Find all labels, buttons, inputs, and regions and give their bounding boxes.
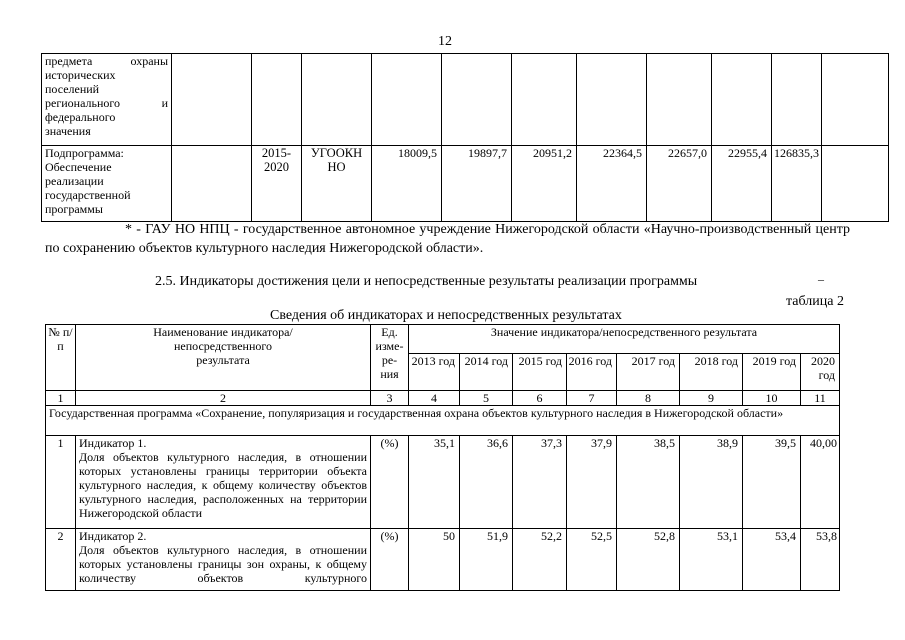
year-header: 2013 год <box>409 354 460 391</box>
header-no: № п/п <box>46 325 76 391</box>
name-line: реализации <box>45 174 104 188</box>
name-line: государственной <box>45 188 131 202</box>
executor-cell: УГООКН НО <box>302 146 372 222</box>
value-cell: 53,8 <box>801 529 840 591</box>
value-cell: 52,8 <box>617 529 680 591</box>
value-cell: 22657,0 <box>647 146 712 222</box>
indicator-title: Индикатор 1. <box>79 436 147 450</box>
column-number: 10 <box>743 391 801 406</box>
year-header: 2019 год <box>743 354 801 391</box>
value-cell: 50 <box>409 529 460 591</box>
value-cell: 20951,2 <box>512 146 577 222</box>
name-line: регионального и <box>45 96 168 110</box>
header-unit: Ед. изме-ре-ния <box>371 325 409 391</box>
budget-table-continuation <box>41 53 889 222</box>
indicator-table <box>45 324 840 591</box>
value-cell: 38,5 <box>617 436 680 529</box>
column-number: 6 <box>513 391 567 406</box>
name-line: предмета охраны <box>45 54 168 68</box>
row-number: 2 <box>46 529 76 591</box>
column-number: 2 <box>76 391 371 406</box>
value-cell: 22364,5 <box>577 146 647 222</box>
indicator-name-cell <box>76 529 371 591</box>
value-cell: 51,9 <box>460 529 513 591</box>
year-header: 2016 год <box>567 354 617 391</box>
value-cell: 36,6 <box>460 436 513 529</box>
dash-mark: – <box>818 272 824 286</box>
column-number: 7 <box>567 391 617 406</box>
value-cell: 52,5 <box>567 529 617 591</box>
name-line: программы <box>45 202 103 216</box>
column-number-row <box>46 391 840 406</box>
program-title: Государственная программа «Сохранение, популяризация и государственная охрана объектов культурного наследия в Нижегородской области» <box>46 406 840 436</box>
table-title: Сведения об индикаторах и непосредственных результатах <box>270 308 622 323</box>
name-line: Подпрограмма: <box>45 146 124 160</box>
column-number: 1 <box>46 391 76 406</box>
indicator-description: Доля объектов культурного наследия, в отношении которых установлены границы зон охраны, к общему количеству объектов культурного <box>79 543 367 585</box>
indicator-description: Доля объектов культурного наследия, в отношении которых установлены границы территории объекта культурного наследия, к общему количеству объектов культурного наследия, расположенных на территории Нижегородской области <box>79 450 367 520</box>
value-cell: 52,2 <box>513 529 567 591</box>
table-row <box>46 436 840 529</box>
column-number: 4 <box>409 391 460 406</box>
row-name-cell <box>42 54 172 146</box>
year-header: 2017 год <box>617 354 680 391</box>
year-header: 2018 год <box>680 354 743 391</box>
unit-cell: (%) <box>371 529 409 591</box>
program-row <box>46 406 840 436</box>
name-line: поселений <box>45 82 100 96</box>
table-row <box>46 529 840 591</box>
value-cell: 53,1 <box>680 529 743 591</box>
value-cell: 18009,5 <box>372 146 442 222</box>
row-number: 1 <box>46 436 76 529</box>
column-number: 9 <box>680 391 743 406</box>
section-heading: 2.5. Индикаторы достижения цели и непосредственные результаты реализации программы <box>155 274 698 289</box>
page-number: 12 <box>438 34 452 49</box>
column-number: 3 <box>371 391 409 406</box>
value-cell: 19897,7 <box>442 146 512 222</box>
value-cell: 39,5 <box>743 436 801 529</box>
period-cell: 2015-2020 <box>252 146 302 222</box>
column-number: 5 <box>460 391 513 406</box>
value-cell: 35,1 <box>409 436 460 529</box>
value-cell: 40,00 <box>801 436 840 529</box>
name-line: значения <box>45 124 91 138</box>
value-cell: 38,9 <box>680 436 743 529</box>
column-number: 8 <box>617 391 680 406</box>
name-line: исторических <box>45 68 116 82</box>
footnote: * - ГАУ НО НПЦ - государственное автономное учреждение Нижегородской области «Научно-производственный центр по сохранению объектов культурного наследия Нижегородской области». <box>45 222 850 256</box>
year-header: 2015 год <box>513 354 567 391</box>
value-cell: 22955,4 <box>712 146 772 222</box>
row-name-cell <box>42 146 172 222</box>
column-number: 11 <box>801 391 840 406</box>
year-header: 2020 год <box>801 354 840 391</box>
unit-cell: (%) <box>371 436 409 529</box>
value-cell: 53,4 <box>743 529 801 591</box>
value-cell: 37,9 <box>567 436 617 529</box>
value-cell: 37,3 <box>513 436 567 529</box>
year-header: 2014 год <box>460 354 513 391</box>
table-number: таблица 2 <box>786 294 844 309</box>
name-line: Обеспечение <box>45 160 112 174</box>
header-values-group: Значение индикатора/непосредственного результата <box>409 325 840 354</box>
indicator-title: Индикатор 2. <box>79 529 147 543</box>
value-cell: 126835,3 <box>772 146 822 222</box>
name-line: федерального <box>45 110 116 124</box>
header-name: Наименование индикатора/ непосредственного результата <box>76 325 371 391</box>
table-row <box>42 54 889 146</box>
table-row <box>42 146 889 222</box>
indicator-name-cell <box>76 436 371 529</box>
